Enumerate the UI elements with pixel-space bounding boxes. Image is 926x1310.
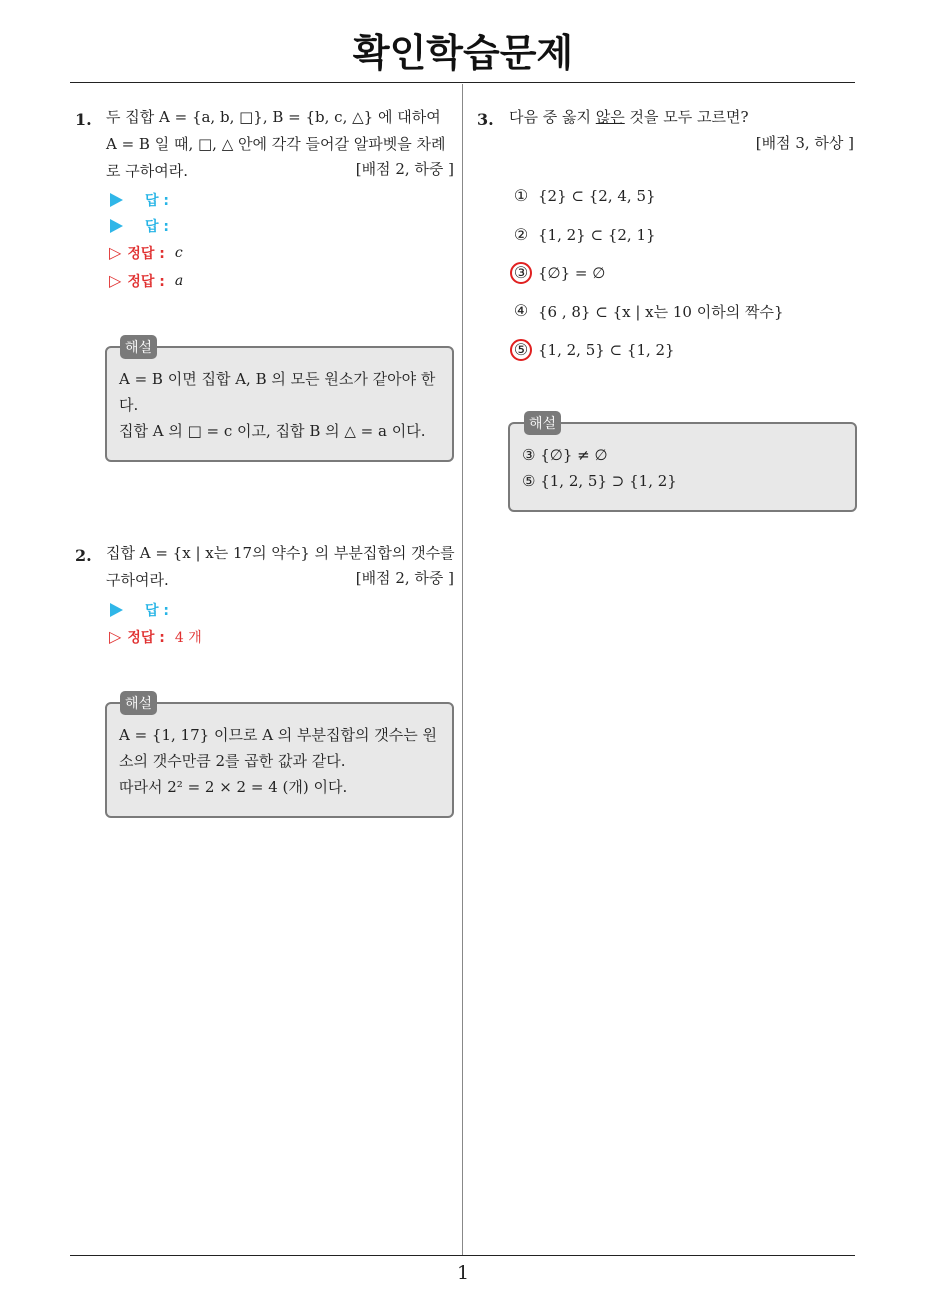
q3-choice-1 <box>512 184 656 208</box>
q3-choice-2 <box>512 223 656 247</box>
choice-text: {∅} = ∅ <box>538 264 606 282</box>
q1-line3: 로 구하여라. <box>106 162 188 180</box>
correct-value: c <box>174 245 183 261</box>
q2-explain-line1: A = {1, 17} 이므로 A 의 부분집합의 갯수는 원 <box>119 726 438 744</box>
selected-circle-mark <box>510 262 532 284</box>
q3-text-underlined: 않은 <box>595 108 625 126</box>
q2-answer-row <box>110 598 169 622</box>
play-icon <box>110 603 123 617</box>
q3-choice-4 <box>512 299 784 323</box>
q1-correct-row-1 <box>109 241 183 265</box>
play-icon <box>110 193 123 207</box>
q1-number: 1. <box>75 110 92 129</box>
top-rule <box>70 82 855 83</box>
choice-number: ④ <box>513 301 529 320</box>
q3-text <box>509 104 749 131</box>
q3-text-before: 다음 중 옳지 <box>509 108 596 126</box>
choice-number: ⑤ <box>513 340 529 359</box>
choice-text: {2} ⊂ {2, 4, 5} <box>538 187 656 205</box>
triangle-outline-icon: ▷ <box>109 627 122 646</box>
answer-label: 답 : <box>145 193 169 209</box>
q2-explanation-box <box>105 702 454 818</box>
q1-answer-row-2 <box>110 214 169 238</box>
q1-correct-row-2 <box>109 269 183 293</box>
choice-number: ② <box>513 225 529 244</box>
q3-number: 3. <box>477 110 494 129</box>
q3-meta: [배점 3, 하상 ] <box>755 134 854 152</box>
q1-explain-line2: 다. <box>119 396 139 414</box>
q1-meta: [배점 2, 하중 ] <box>355 160 454 178</box>
q2-line1: 집합 A = {x | x는 17의 약수} 의 부분집합의 갯수를 <box>106 544 455 562</box>
page-number: 1 <box>456 1262 470 1284</box>
play-icon <box>110 219 123 233</box>
q2-explain-line3: 따라서 2² = 2 × 2 = 4 (개) 이다. <box>119 778 348 796</box>
q1-explanation-box <box>105 346 454 462</box>
correct-value: a <box>174 273 184 289</box>
triangle-outline-icon: ▷ <box>109 271 122 290</box>
answer-label: 답 : <box>145 603 169 619</box>
triangle-outline-icon: ▷ <box>109 243 122 262</box>
q3-explain-line2: ⑤ {1, 2, 5} ⊃ {1, 2} <box>522 472 677 490</box>
choice-text: {1, 2, 5} ⊂ {1, 2} <box>538 341 675 359</box>
choice-number: ① <box>513 186 529 205</box>
correct-label: 정답 : <box>127 630 165 646</box>
q3-explanation-box <box>508 422 857 512</box>
q1-explain-line3: 집합 A 의 □ = c 이고, 집합 B 의 △ = a 이다. <box>119 422 426 440</box>
correct-value: 4 개 <box>174 630 202 646</box>
q2-correct-row <box>109 625 202 649</box>
choice-number: ③ <box>513 263 529 282</box>
q2-explain-line2: 소의 갯수만큼 2를 곱한 값과 같다. <box>119 752 346 770</box>
bottom-rule <box>70 1255 855 1256</box>
q2-number: 2. <box>75 546 92 565</box>
q3-explain-line1: ③ {∅} ≠ ∅ <box>522 446 608 464</box>
choice-text: {6 , 8} ⊂ {x | x는 10 이하의 짝수} <box>538 302 784 321</box>
choice-text: {1, 2} ⊂ {2, 1} <box>538 226 656 244</box>
q3-text-after: 것을 모두 고르면? <box>624 108 749 126</box>
correct-label: 정답 : <box>127 274 165 290</box>
q2-meta: [배점 2, 하중 ] <box>355 569 454 587</box>
q1-line2: A = B 일 때, □, △ 안에 각각 들어갈 알파벳을 차례 <box>106 135 446 153</box>
q1-answer-row-1 <box>110 188 169 212</box>
q1-line1: 두 집합 A = {a, b, □}, B = {b, c, △} 에 대하여 <box>106 108 441 126</box>
q2-line2: 구하여라. <box>106 571 169 589</box>
column-divider <box>462 84 463 1256</box>
q3-explanation-tag: 해설 <box>524 411 561 435</box>
correct-label: 정답 : <box>127 246 165 262</box>
selected-circle-mark <box>510 339 532 361</box>
q3-choice-5 <box>512 338 675 362</box>
q1-explain-line1: A = B 이면 집합 A, B 의 모든 원소가 같아야 한 <box>119 370 436 388</box>
answer-label: 답 : <box>145 219 169 235</box>
q1-explanation-tag: 해설 <box>120 335 157 359</box>
q2-explanation-tag: 해설 <box>120 691 157 715</box>
page-title: 확인학습문제 <box>352 31 574 75</box>
